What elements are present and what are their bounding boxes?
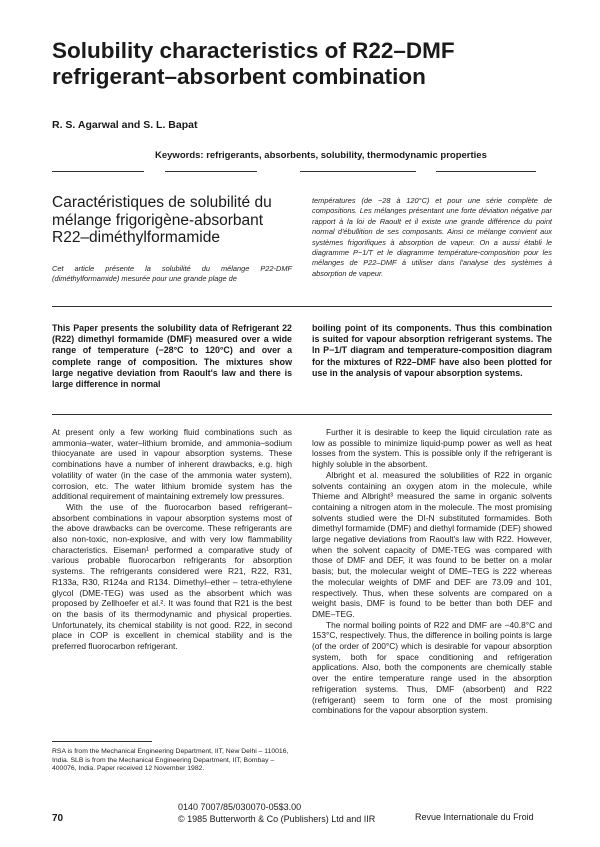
copyright-line: © 1985 Butterworth & Co (Publishers) Ltd and IIR — [178, 814, 376, 824]
section-rule — [52, 306, 552, 307]
abstract-left: This Paper presents the solubility data of Refrigerant 22 (R22) dimethyl formamide (DMF) measured over a wide range of temperature (−28°C to 120°C) and over a complete range of composition. The mixtures show large negative deviation from Raoult's law and there is large difference in normal — [52, 323, 292, 390]
divider — [52, 171, 144, 172]
issn-line: 0140 7007/85/030070-05$3.00 — [178, 802, 302, 812]
abstract-right: boiling point of its components. Thus this combination is suited for vapour absorption refrigerant systems. The ln P−1/T diagram and temperature-composition diagram for the mixtures of R22–DMF have also been plotted for use in the analysis of vapour absorption systems. — [312, 323, 552, 378]
paragraph: At present only a few working fluid combinations such as ammonia–water, water–lithium bromide, and ammonia–sodium thiocyanate are used in vapour absorption systems. These combinations have a number of inherent drawbacks, e.g. high volatility of water (in the case of the ammonia water system), corrosion, etc. The water lithium bromide system has the additional requirement of maintaining extremely low pressures. — [52, 427, 292, 502]
publication-info — [178, 801, 375, 825]
body-column-right — [312, 427, 552, 716]
journal-name: Revue Internationale du Froid — [415, 812, 534, 822]
divider — [300, 171, 416, 172]
article-title: Solubility characteristics of R22–DMF refrigerant–absorbent combination — [52, 38, 455, 89]
paragraph: Further it is desirable to keep the liquid circulation rate as low as possible to minimize liquid-pump power as well as heat losses from the system. This is possible only if the refrigerant is highly soluble in the absorbent. — [312, 427, 552, 470]
body-column-left — [52, 427, 292, 652]
paragraph: Albright et al. measured the solubilities of R22 in organic solvents containing an oxygen atom in the molecule, while Thieme and Albright³ measured the same in organic solvents containing a nitrogen atom in the molecule. The most promising solvents studied were the DI-N substituted formamides. Both dimethyl formamide (DMF) and diethyl formamide (DEF) showed large negative deviations from Raoult's law with R22. However, when the solvent capacity of DME-TEG was compared with those of DMF and DEF, it was found to be better on a molar basis; but, the molecular weight of DME–TEG is 222 whereas the molecular weights of DMF and DEF are 73.09 and 101, respectively. Thus, when these solvents are compared on a weight basis, DMF is found to be better than both DEF and DME–TEG. — [312, 469, 552, 619]
divider — [165, 171, 257, 172]
paragraph: With the use of the fluorocarbon based refrigerant–absorbent combinations in vapour absorption systems most of the above drawbacks can be overcome. These refrigerants are also non-toxic, non-explosive, and with very low flammability characteristics. Eiseman¹ performed a comparative study of various probable fluorocarbon refrigerants for absorption systems. The refrigerants considered were R21, R22, R31, R133a, R30, R124a and R134. Dimethyl–ether – tetra-ethylene glycol (DME-TEG) was used as the absorbent which was proposed by Zellhoefer et al.². It was found that R21 is the best on the basis of its thermodynamic and physical properties. Unfortunately, its chemical stability is not good. R22, in second place in COP is excellent in chemical stability and is the preferred fluorocarbon refrigerant. — [52, 501, 292, 652]
french-abstract-right: températures (de −28 à 120°C) et pour une série complète de compositions. Les mélanges présentant une forte déviation négative par rapport à la loi de Raoult et il existe une grande différence du point normal d'ébullition de ses composants. Ainsi ce mélange convient aux systèmes frigorifiques à absorption de vapeur. On a aussi établi le diagramme P−1/T et le diagramme température-composition pour les mélanges de P22–DMF à utiliser dans l'analyse des systèmes à absorption de vapeur. — [312, 196, 552, 278]
paragraph: The normal boiling points of R22 and DMF are −40.8°C and 153°C, respectively. Thus, the difference in boiling points is large (of the order of 200°C) which is desirable for vapour absorption system, both for space conditioning and refrigeration applications. Also, both the components are chemically stable over the entire temperature range used in the absorption refrigeration systems. Thus, DMF (absorbent) and R22 (refrigerant) seem to form one of the most promising combinations for the vapour absorption system. — [312, 619, 552, 716]
footnote: RSA is from the Mechanical Engineering Department, IIT, New Delhi – 110016, India. SLB is from the Mechanical Engineering Department, IIT, Bombay – 400076, India. Paper received 12 November 1982. — [52, 748, 289, 773]
page-number: 70 — [52, 813, 64, 824]
french-abstract-left: Cet article présente la solubilité du mélange P22-DMF (diméthylformamide) mesurée pour une grande plage de — [52, 264, 292, 284]
divider — [436, 171, 536, 172]
section-rule — [52, 414, 552, 415]
keywords: Keywords: refrigerants, absorbents, solubility, thermodynamic properties — [155, 150, 487, 161]
french-title: Caractéristiques de solubilité du mélange frigorigène-absorbant R22–diméthylformamide — [52, 194, 272, 246]
footnote-rule — [52, 741, 152, 742]
authors: R. S. Agarwal and S. L. Bapat — [52, 119, 198, 131]
